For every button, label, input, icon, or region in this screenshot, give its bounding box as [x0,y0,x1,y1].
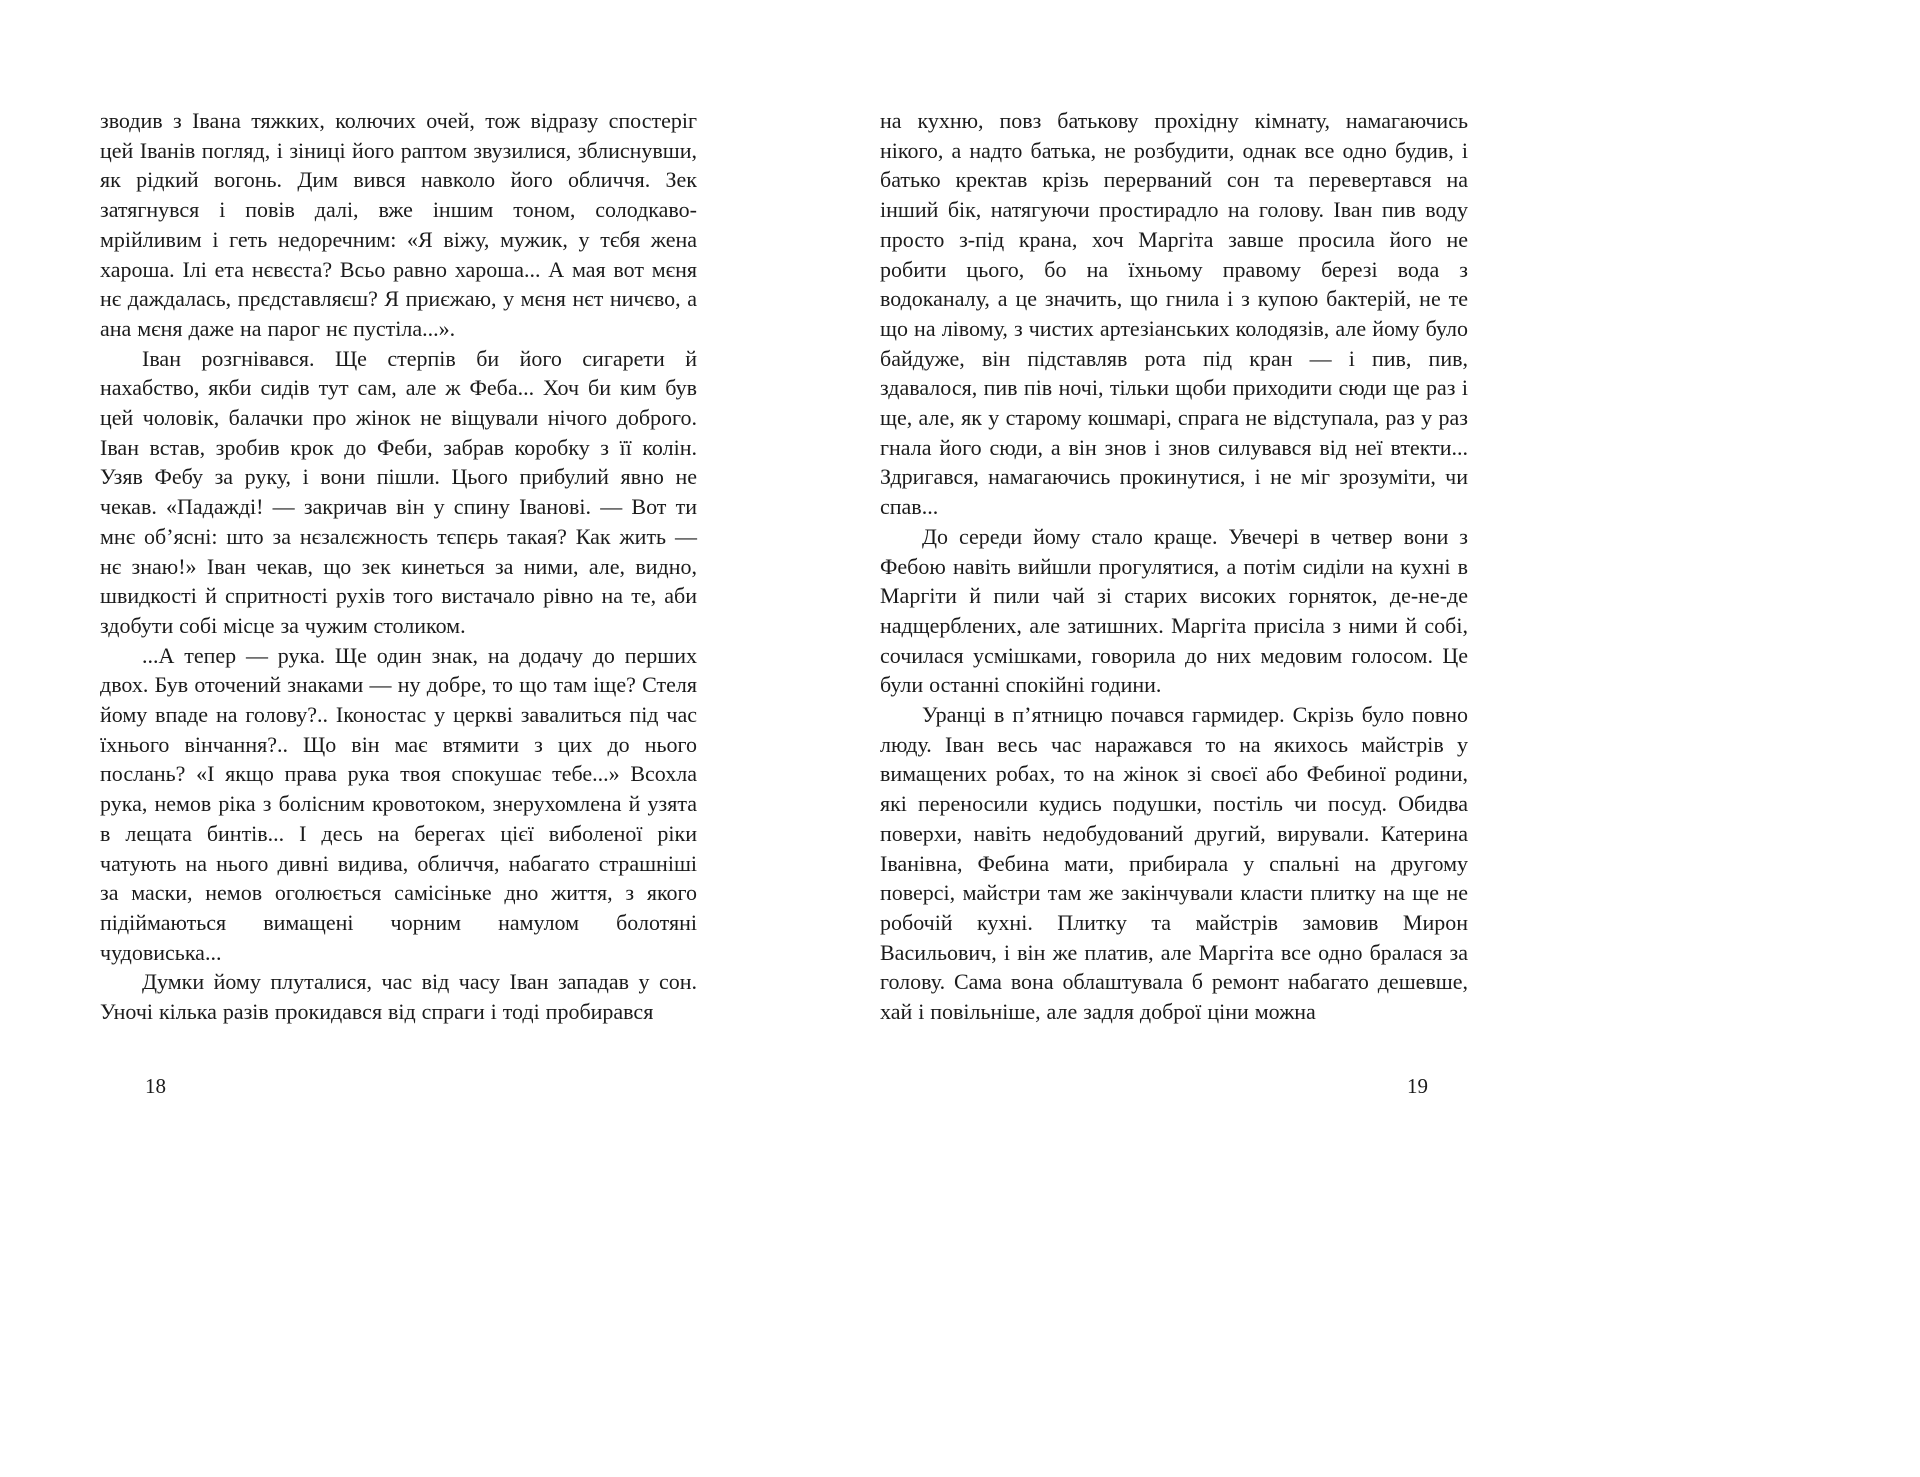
paragraph: Іван розгнівався. Ще стерпів би його сигарети й нахабство, якби сидів тут сам, але ж Феба... Хоч би ким був цей чоловік, балачки про жінок не віщували нічого доброго. Іван встав, зробив крок до Феби, забрав коробку з її колін. Узяв Фебу за руку, і вони пішли. Цього прибулий явно не чекав. «Падажді! — закричав він у спину Іванові. — Вот ти мнє об’ясні: што за нєзалєжность тєпєрь такая? Как жить — нє знаю!» Іван чекав, що зек кинеться за ними, але, видно, швидкості й спритності рухів того вистачало рівно на те, аби здобути собі місце за чужим столиком. [100,345,697,638]
left-text-block [100,106,697,1027]
paragraph: Думки йому плуталися, час від часу Іван западав у сон. Уночі кілька разів прокидався від спраги і тоді пробирався [100,969,697,1025]
paragraph: зводив з Івана тяжких, колючих очей, тож відразу спостеріг цей Іванів погляд, і зіниці його раптом звузилися, зблиснувши, як рідкий вогонь. Дим вився навколо його обличчя. Зек затягнувся і повів далі, вже іншим тоном, солодкаво-мрійливим і геть недоречним: «Я віжу, мужик, у тєбя жена хароша. Ілі ета нєвєста? Всьо равно хароша... А мая вот мєня нє даждалась, прєдставляєш? Я приєжаю, у мєня нєт ничєво, а ана мєня даже на парог нє пустіла...». [100,108,697,341]
right-text-block [880,106,1468,1027]
page-left [100,0,697,1477]
page-right [880,0,1468,1477]
paragraph: Уранці в п’ятницю почався гармидер. Скрізь було повно люду. Іван весь час наражався то на якихось майстрів у вимащених робах, то на жінок зі своєї або Фебиної родини, які переносили кудись подушки, постіль чи посуд. Обидва поверхи, навіть недобудований другий, вирували. Катерина Іванівна, Фебина мати, прибирала у спальні на другому поверсі, майстри там же закінчували класти плитку на ще не робочій кухні. Плитку та майстрів замовив Мирон Васильович, і він же платив, але Маргіта все одно бралася за голову. Сама вона облаштувала б ремонт набагато дешевше, хай і повільніше, але задля доброї ціни можна [880,702,1468,1025]
paragraph: ...А тепер — рука. Ще один знак, на додачу до перших двох. Був оточений знаками — ну добре, то що там іще? Стеля йому впаде на голову?.. Іконостас у церкві завалиться під час їхнього вінчання?.. Що він має втямити з цих до нього послань? «І якщо права рука твоя спокушає тебе...» Всохла рука, немов ріка з болісним кровотоком, знерухомлена й узята в лещата бинтів... І десь на берегах цієї виболеної ріки чатують на нього дивні видива, обличчя, набагато страшніші за маски, немов оголюється самісіньке дно життя, з якого підіймаються вимащені чорним намулом болотяні чудовиська... [100,642,697,965]
paragraph: До середи йому стало краще. Увечері в четвер вони з Фебою навіть вийшли прогулятися, а потім сиділи на кухні в Маргіти й пили чай зі старих високих горняток, де-не-де надщерблених, але затишних. Маргіта присіла з ними й собі, сочилася усмішками, говорила до них медовим голосом. Це були останні спокійні години. [880,523,1468,698]
paragraph: на кухню, повз батькову прохідну кімнату, намагаючись нікого, а надто батька, не розбудити, однак все одно будив, і батько кректав крізь перерваний сон та перевертався на інший бік, натягуючи простирадло на голову. Іван пив воду просто з-під крана, хоч Маргіта завше просила його не робити цього, бо на їхньому правому березі вода з водоканалу, а це значить, що гнила і з купою бактерій, не те що на лівому, з чистих артезіанських колодязів, але йому було байдуже, він підставляв рота під кран — і пив, пив, здавалося, пив пів ночі, тільки щоби приходити сюди ще раз і ще, але, як у старому кошмарі, спрага не відступала, раз у раз гнала його сюди, а він знов і знов силувався від неї втекти... Здригався, намагаючись прокинутися, і не міг зрозуміти, чи спав... [880,108,1468,520]
page-number: 18 [145,1074,166,1098]
page-number: 19 [1407,1074,1428,1098]
